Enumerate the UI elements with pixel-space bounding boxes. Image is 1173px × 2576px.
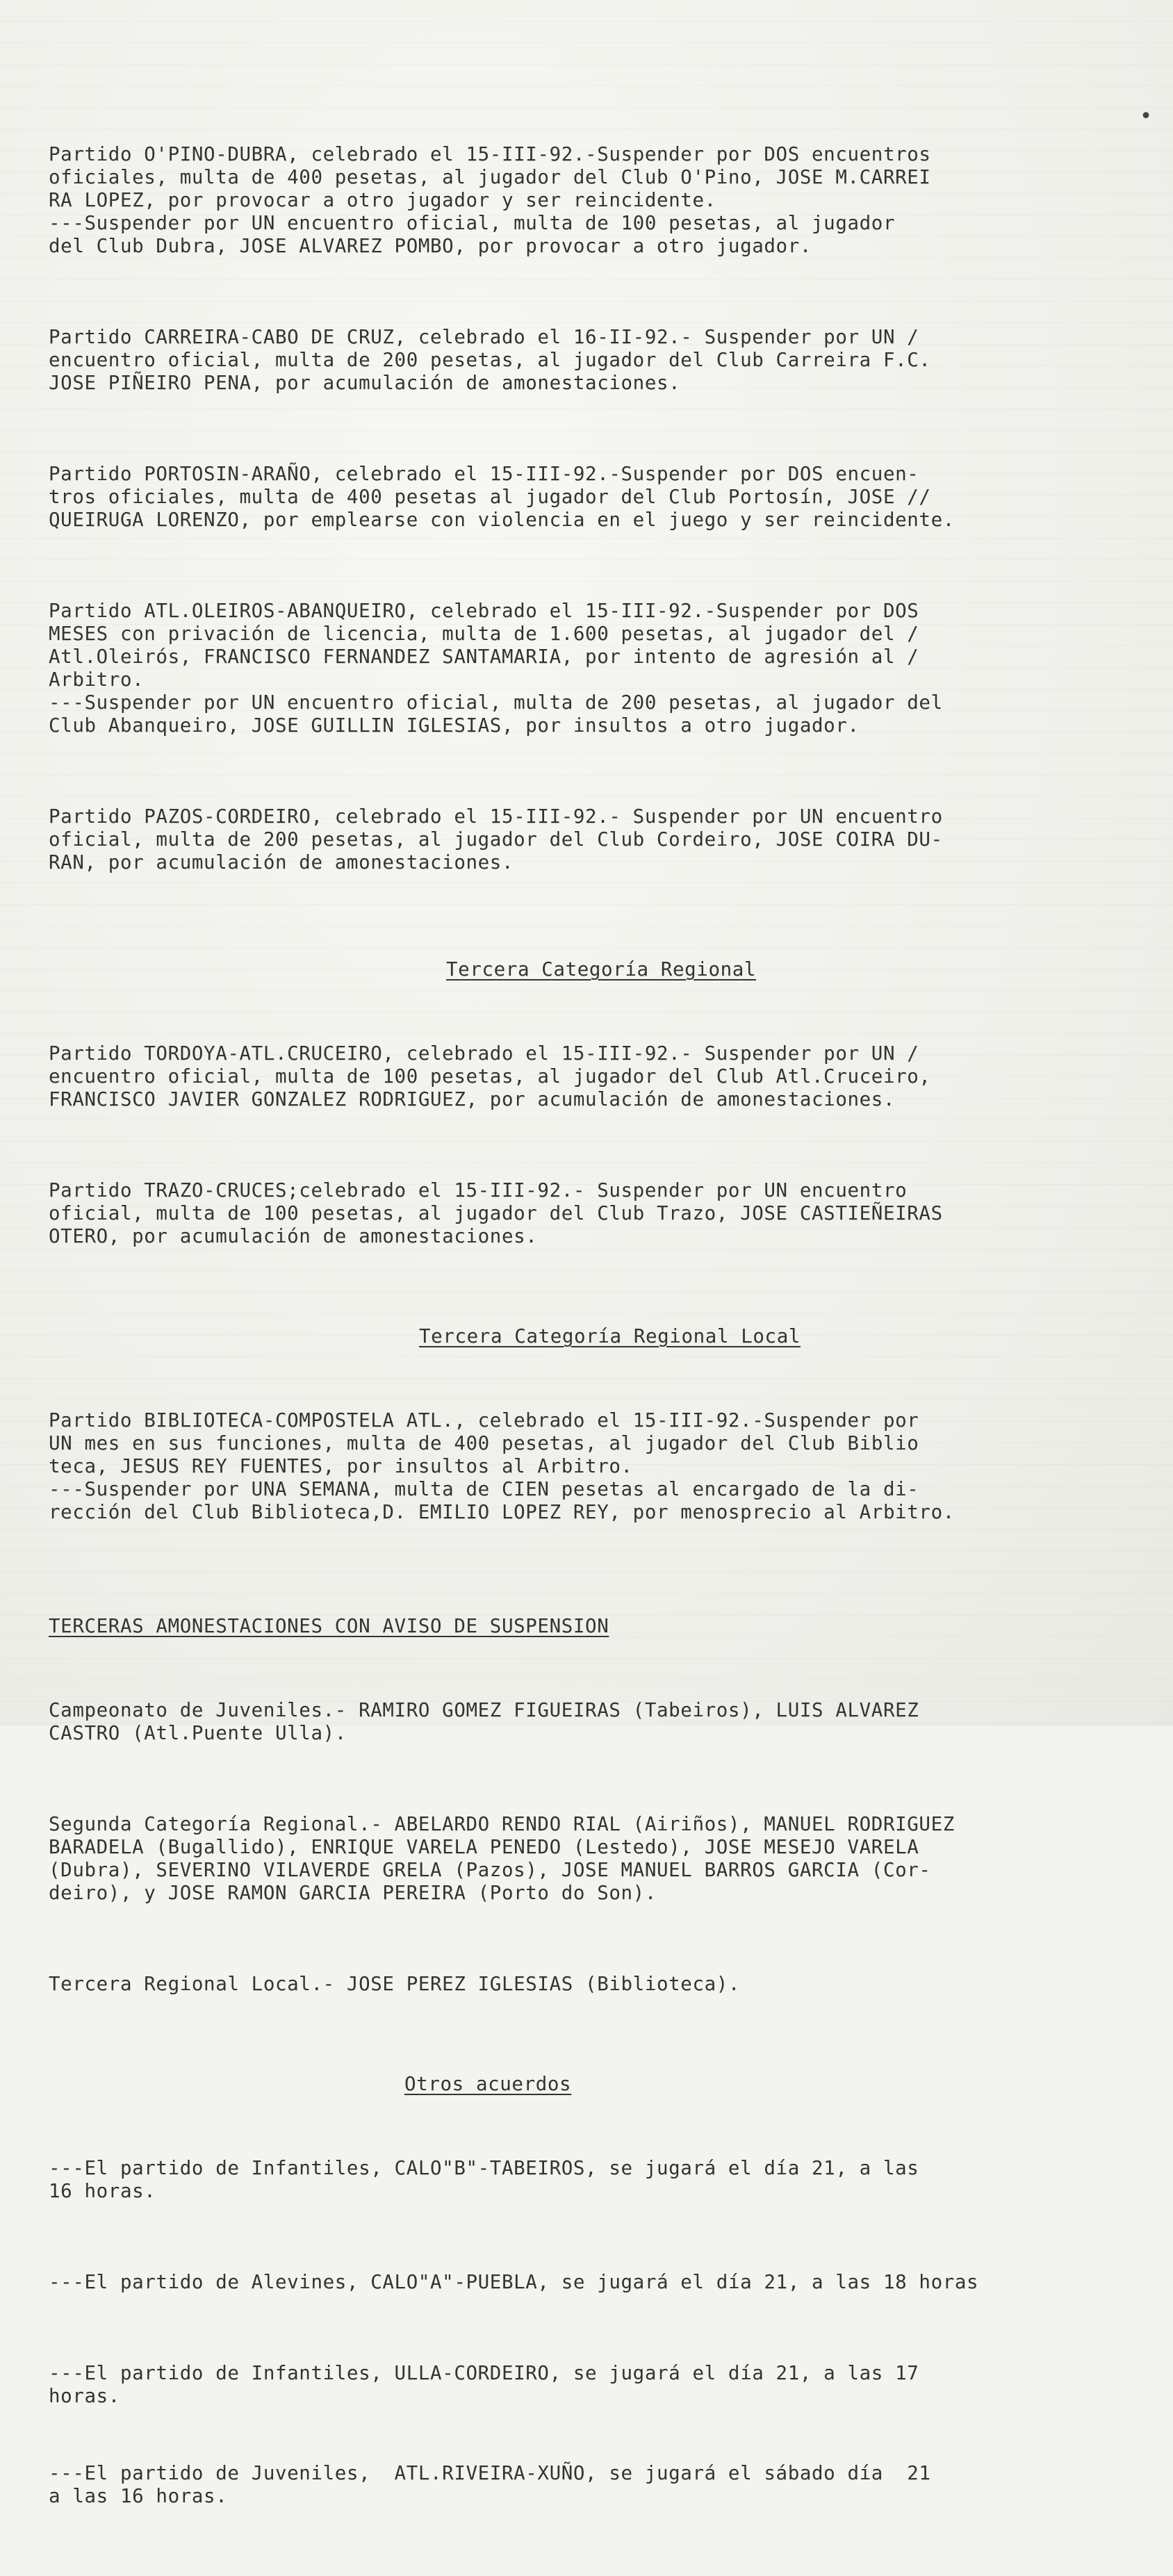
- amonestaciones-tercera-local: Tercera Regional Local.- JOSE PEREZ IGLESIAS (Biblioteca).: [49, 1973, 741, 1995]
- heading-tercera-regional: Tercera Categoría Regional: [446, 958, 757, 981]
- heading-otros-acuerdos: Otros acuerdos: [404, 2073, 572, 2095]
- sanction-opino-dubra: Partido O'PINO-DUBRA, celebrado el 15-III-92.-Suspender por DOS encuentros oficiales, multa de 400 pesetas, al jugador del Club O'Pino, JOSE M.CARREI RA LOPEZ, por provocar a otro jugador y ser reincidente. ---Suspender por UN encuentro oficial, multa de 100 pesetas, al jugador del Club Dubra, JOSE ALVAREZ POMBO, por provocar a otro jugador.: [49, 143, 931, 257]
- sanction-biblioteca-compostela: Partido BIBLIOTECA-COMPOSTELA ATL., celebrado el 15-III-92.-Suspender por UN mes en sus funciones, multa de 400 pesetas, al jugador del Club Biblio teca, JESUS REY FUENTES, por insultos al Arbitro. ---Suspender por UNA SEMANA, multa de CIEN pesetas al encargado de la di- rección del Club Biblioteca,D. EMILIO LOPEZ REY, por menosprecio al Arbitro.: [49, 1409, 955, 1523]
- sanction-carreira-cabo-de-cruz: Partido CARREIRA-CABO DE CRUZ, celebrado el 16-II-92.- Suspender por UN / encuentro oficial, multa de 200 pesetas, al jugador del Club Carreira F.C. JOSE PIÑEIRO PENA, por acumulación de amonestaciones.: [49, 326, 931, 394]
- sanction-trazo-cruces: Partido TRAZO-CRUCES;celebrado el 15-III-92.- Suspender por UN encuentro oficial, multa de 100 pesetas, al jugador del Club Trazo, JOSE CASTIEÑEIRAS OTERO, por acumulación de amonestaciones.: [49, 1179, 943, 1247]
- heading-amonestaciones: TERCERAS AMONESTACIONES CON AVISO DE SUSPENSION: [49, 1615, 609, 1637]
- heading-tercera-regional-local: Tercera Categoría Regional Local: [419, 1325, 801, 1347]
- acuerdo-calo-a-puebla: ---El partido de Alevines, CALO"A"-PUEBLA, se jugará el día 21, a las 18 horas: [49, 2271, 979, 2293]
- sanction-portosin-arano: Partido PORTOSIN-ARAÑO, celebrado el 15-III-92.-Suspender por DOS encuen- tros oficiales, multa de 400 pesetas al jugador del Club Portosín, JOSE // QUEIRUGA LORENZO, por emplearse con violencia en el juego y ser reincidente.: [49, 463, 955, 531]
- sanction-tordoya-cruceiro: Partido TORDOYA-ATL.CRUCEIRO, celebrado el 15-III-92.- Suspender por UN / encuentro oficial, multa de 100 pesetas, al jugador del Club Atl.Cruceiro, FRANCISCO JAVIER GONZALEZ RODRIGUEZ, por acumulación de amonestaciones.: [49, 1042, 931, 1110]
- acuerdo-ulla-cordeiro: ---El partido de Infantiles, ULLA-CORDEIRO, se jugará el día 21, a las 17 horas.: [49, 2362, 919, 2407]
- margin-mark: •: [1140, 104, 1153, 129]
- sanction-pazos-cordeiro: Partido PAZOS-CORDEIRO, celebrado el 15-III-92.- Suspender por UN encuentro oficial, multa de 200 pesetas, al jugador del Club Cordeiro, JOSE COIRA DU- RAN, por acumulación de amonestaciones.: [49, 805, 943, 873]
- sanction-oleiros-abanqueiro: Partido ATL.OLEIROS-ABANQUEIRO, celebrado el 15-III-92.-Suspender por DOS MESES con privación de licencia, multa de 1.600 pesetas, al jugador del / Atl.Oleirós, FRANCISCO FERNANDEZ SANTAMARIA, por intento de agresión al / Arbitro. ---Suspender por UN encuentro oficial, multa de 200 pesetas, al jugador del Club Abanqueiro, JOSE GUILLIN IGLESIAS, por insultos a otro jugador.: [49, 600, 943, 737]
- amonestaciones-juveniles: Campeonato de Juveniles.- RAMIRO GOMEZ FIGUEIRAS (Tabeiros), LUIS ALVAREZ CASTRO (Atl.Puente Ulla).: [49, 1699, 919, 1744]
- acuerdo-calo-b-tabeiros: ---El partido de Infantiles, CALO"B"-TABEIROS, se jugará el día 21, a las 16 horas.: [49, 2157, 919, 2202]
- document-body: [49, 97, 1147, 2576]
- amonestaciones-segunda: Segunda Categoría Regional.- ABELARDO RENDO RIAL (Airiños), MANUEL RODRIGUEZ BARADELA (Bugallido), ENRIQUE VARELA PENEDO (Lestedo), JOSE MESEJO VARELA (Dubra), SEVERINO VILAVERDE GRELA (Pazos), JOSE MANUEL BARROS GARCIA (Cor- deiro), y JOSE RAMON GARCIA PEREIRA (Porto do Son).: [49, 1813, 955, 1904]
- acuerdo-riveira-xuno: ---El partido de Juveniles, ATL.RIVEIRA-XUÑO, se jugará el sábado día 21 a las 16 horas.: [49, 2462, 931, 2507]
